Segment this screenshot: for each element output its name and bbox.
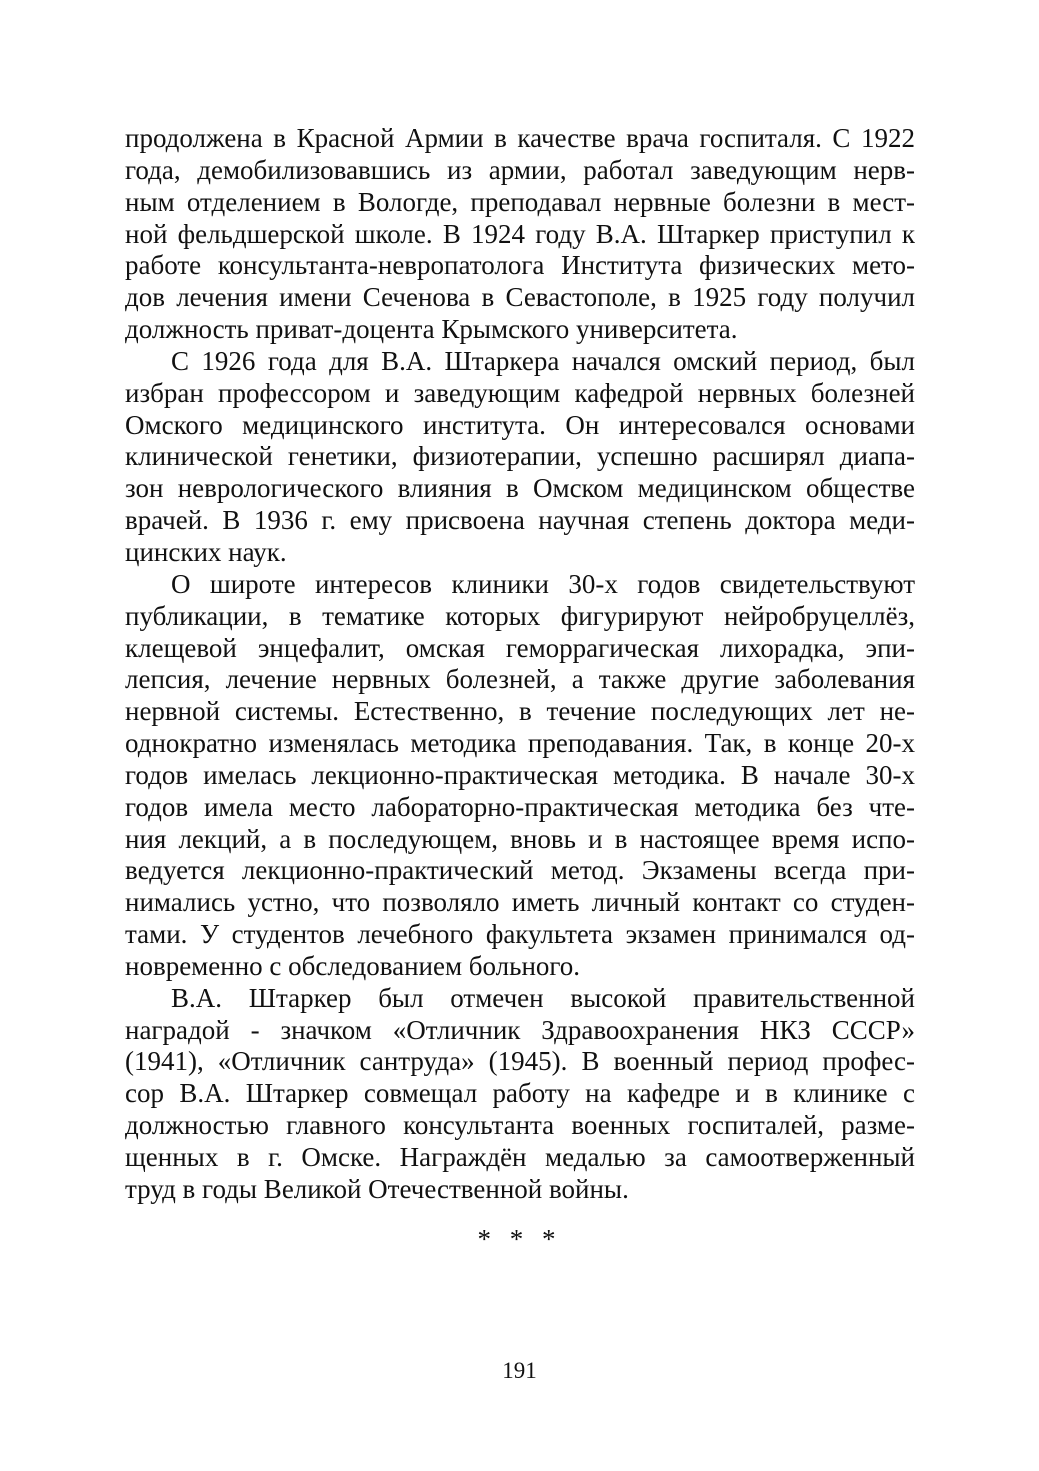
text-line: годов имелась лекционно-практическая методика. В начале 30-х bbox=[125, 759, 915, 790]
text-line: С 1926 года для В.А. Штаркера начался омский период, был bbox=[171, 345, 915, 376]
text-line: труд в годы Великой Отечественной войны. bbox=[125, 1173, 629, 1204]
paragraph bbox=[125, 123, 915, 346]
paragraph bbox=[125, 983, 915, 1206]
paragraph bbox=[125, 346, 915, 569]
text-line: новременно с обследованием больного. bbox=[125, 950, 581, 981]
text-line: работе консультанта-невропатолога Института физических мето- bbox=[125, 250, 915, 281]
text-line: избран профессором и заведующим кафедрой нервных болезней bbox=[125, 377, 915, 408]
text-line: О широте интересов клиники 30-х годов свидетельствуют bbox=[171, 568, 915, 599]
text-line: наградой - значком «Отличник Здравоохранения НКЗ СССР» bbox=[125, 1014, 915, 1045]
text-line: должность приват-доцента Крымского университета. bbox=[125, 314, 738, 345]
text-line: щенных в г. Омске. Награждён медалью за самоотверженный bbox=[125, 1142, 915, 1172]
text-line: сор В.А. Штаркер совмещал работу на кафедре и в клинике с bbox=[125, 1078, 915, 1109]
text-line: В.А. Штаркер был отмечен высокой правительственной bbox=[171, 982, 915, 1013]
text-line: лепсия, лечение нервных болезней, а также другие заболевания bbox=[125, 664, 915, 695]
text-line: дов лечения имени Сеченова в Севастополе, в 1925 году получил bbox=[125, 282, 915, 313]
text-line: зон неврологического влияния в Омском медицинском обществе bbox=[125, 473, 915, 504]
text-line: ной фельдшерской школе. В 1924 году В.А. Штаркер приступил к bbox=[125, 218, 915, 249]
text-line: ным отделением в Вологде, преподавал нервные болезни в мест- bbox=[125, 186, 915, 217]
text-line: цинских наук. bbox=[125, 536, 287, 567]
text-line: тами. У студентов лечебного факультета экзамен принимался од- bbox=[125, 919, 915, 950]
page-number: 191 bbox=[502, 1358, 537, 1383]
text-line: нимались устно, что позволяло иметь личный контакт со студен- bbox=[125, 887, 915, 918]
text-line: клинической генетики, физиотерапии, успешно расширял диапа- bbox=[125, 441, 915, 472]
text-line: публикации, в тематике которых фигурируют нейробруцеллёз, bbox=[125, 600, 915, 631]
text-line: должностью главного консультанта военных госпиталей, разме- bbox=[125, 1110, 915, 1141]
text-line: продолжена в Красной Армии в качестве врача госпиталя. С 1922 bbox=[125, 123, 915, 153]
text-line: Омского медицинского института. Он интересовался основами bbox=[125, 409, 915, 440]
section-separator: * * * bbox=[477, 1224, 562, 1254]
text-line: ведуется лекционно-практический метод. Экзамены всегда при- bbox=[125, 855, 915, 886]
body-text bbox=[125, 123, 915, 1206]
text-line: ния лекций, а в последующем, вновь и в настоящее время испо- bbox=[125, 823, 915, 854]
text-line: годов имела место лабораторно-практическая методика без чте- bbox=[125, 791, 915, 822]
paragraph bbox=[125, 569, 915, 983]
text-line: клещевой энцефалит, омская геморрагическая лихорадка, эпи- bbox=[125, 632, 915, 663]
text-line: (1941), «Отличник сантруда» (1945). В военный период профес- bbox=[125, 1046, 915, 1077]
text-line: врачей. В 1936 г. ему присвоена научная степень доктора меди- bbox=[125, 505, 915, 536]
text-line: нервной системы. Естественно, в течение последующих лет не- bbox=[125, 696, 915, 727]
text-line: года, демобилизовавшись из армии, работал заведующим нерв- bbox=[125, 154, 915, 185]
text-line: однократно изменялась методика преподавания. Так, в конце 20-х bbox=[125, 728, 915, 759]
